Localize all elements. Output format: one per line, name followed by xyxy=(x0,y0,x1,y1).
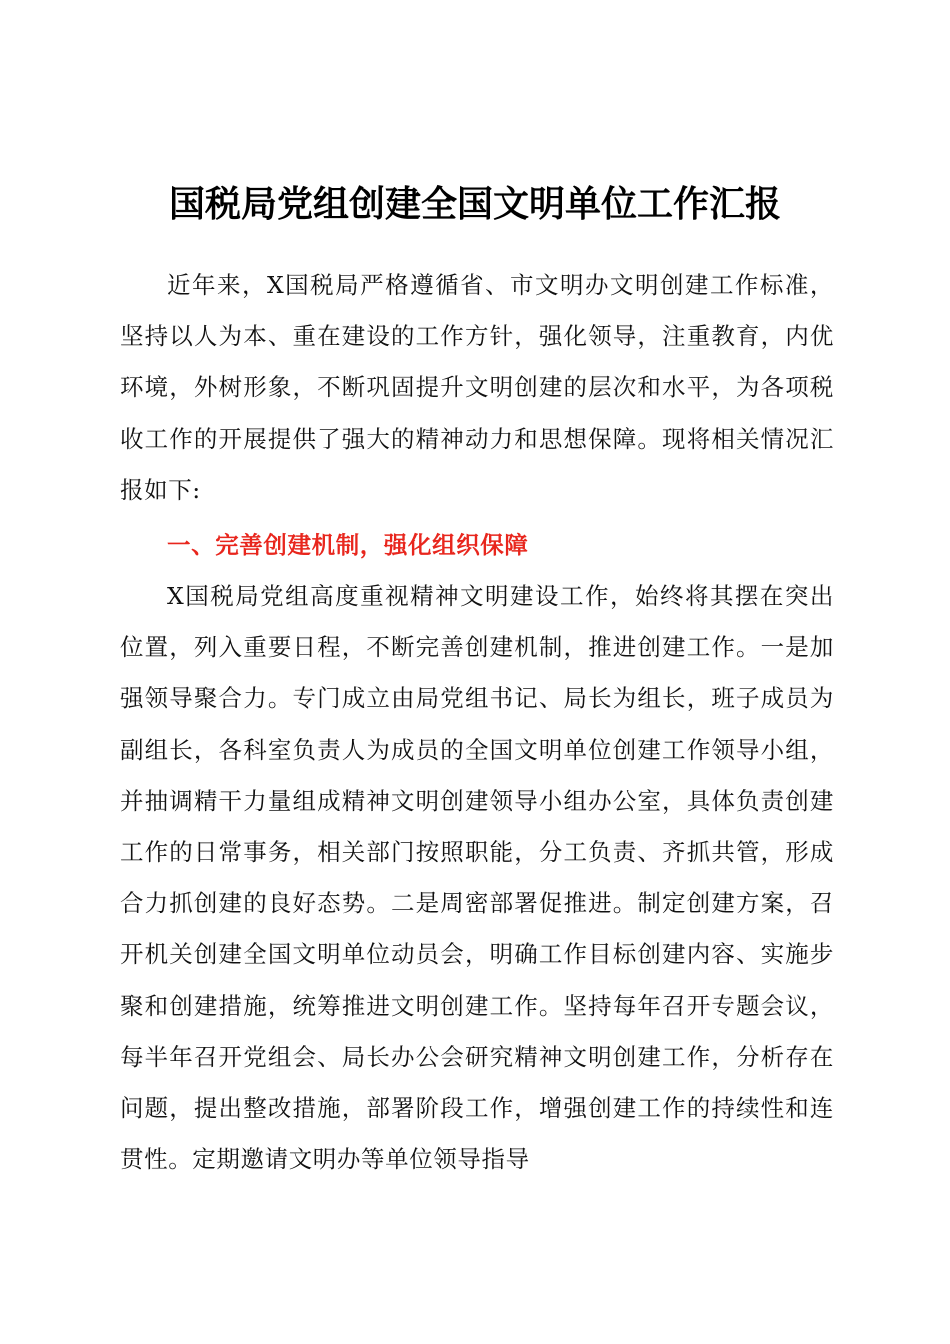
page-title: 国税局党组创建全国文明单位工作汇报 xyxy=(168,183,781,225)
intro-paragraph: 近年来，X国税局严格遵循省、市文明办文明创建工作标准，坚持以人为本、重在建设的工作方针，强化领导，注重教育，内优环境，外树形象，不断巩固提升文明创建的层次和水平，为各项税收工作的开展提供了强大的精神动力和思想保障。现将相关情况汇报如下: xyxy=(120,271,834,504)
section-heading-1: 一、完善创建机制，强化组织保障 xyxy=(167,531,529,559)
section-1-paragraph: X国税局党组高度重视精神文明建设工作，始终将其摆在突出位置，列入重要日程，不断完善创建机制，推进创建工作。一是加强领导聚合力。专门成立由局党组书记、局长为组长，班子成员为副组长，各科室负责人为成员的全国文明单位创建工作领导小组，并抽调精干力量组成精神文明创建领导小组办公室，具体负责创建工作的日常事务，相关部门按照职能，分工负责、齐抓共管，形成合力抓创建的良好态势。二是周密部署促推进。制定创建方案，召开机关创建全国文明单位动员会，明确工作目标创建内容、实施步聚和创建措施，统筹推进文明创建工作。坚持每年召开专题会议，每半年召开党组会、局长办公会研究精神文明创建工作，分析存在问题，提出整改措施，部署阶段工作，增强创建工作的持续性和连贯性。定期邀请文明办等单位领导指导 xyxy=(120,582,834,1174)
